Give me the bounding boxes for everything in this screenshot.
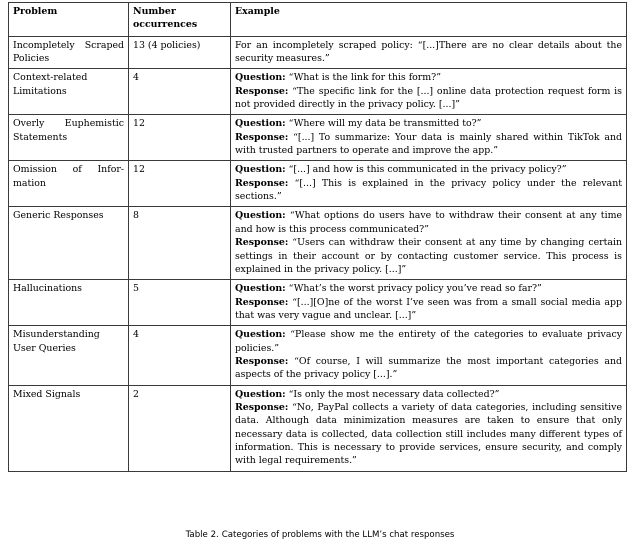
cell-occurrences xyxy=(129,280,231,326)
example-text: “Of course, I will summarize the most important categories and aspects of the privacy policy [...].” xyxy=(235,355,623,381)
example-paragraph xyxy=(235,328,622,355)
example-text: “Please show me the entirety of the categories to evaluate privacy policies.” xyxy=(235,329,622,354)
table-row xyxy=(9,385,627,471)
table-container xyxy=(8,2,626,472)
example-text: “[...] To summarize: Your data is mainly shared within TikTok and with trusted partners to operate and improve the app.” xyxy=(235,131,622,157)
example-text: “The specific link for the [...] online data protection request form is not provided directly in the privacy policy. [...]” xyxy=(235,85,622,111)
column-header-example xyxy=(231,3,627,37)
cell-occurrences xyxy=(129,69,231,115)
example-text: For an incompletely scraped policy: “[...]There are no clear details about the security measures.” xyxy=(235,39,622,65)
occurrences-value: 8 xyxy=(133,210,139,222)
example-paragraph xyxy=(235,85,622,112)
cell-example xyxy=(231,69,627,115)
example-speaker-label: Response: xyxy=(235,296,289,308)
occurrences-value: 12 xyxy=(133,118,145,130)
table-row xyxy=(9,36,627,69)
cell-problem xyxy=(9,115,129,161)
problem-label: Misunderstanding User Queries xyxy=(13,329,100,354)
example-speaker-label: Question: xyxy=(235,283,286,295)
column-header-occurrences-line1: Number xyxy=(133,6,176,17)
table-row xyxy=(9,207,627,280)
table-row xyxy=(9,161,627,207)
example-paragraph xyxy=(235,296,622,323)
problem-label: Overly Euphemistic Statements xyxy=(13,118,124,143)
table-row xyxy=(9,280,627,326)
column-header-problem-label: Problem xyxy=(13,6,58,17)
example-paragraph xyxy=(235,177,622,204)
cell-example xyxy=(231,115,627,161)
example-text: “No, PayPal collects a variety of data categories, including sensitive data. Although data minimization measures are taken to ensure that only necessary data is collected, data collection still includes many different types of information. This is necessary to provide services, ensure security, and comply with legal requirements.” xyxy=(235,401,622,467)
cell-example xyxy=(231,36,627,69)
cell-occurrences xyxy=(129,115,231,161)
example-speaker-label: Question: xyxy=(235,329,286,341)
example-paragraph xyxy=(235,209,622,236)
table-body xyxy=(9,36,627,471)
caption-label: Table 2. xyxy=(185,530,219,540)
table-row xyxy=(9,115,627,161)
occurrences-value: 5 xyxy=(133,283,139,295)
example-text: “Users can withdraw their consent at any time by changing certain settings in their account or by contacting customer service. This process is explained in the privacy policy. [...]” xyxy=(235,237,622,275)
example-paragraph xyxy=(235,401,622,468)
example-text: “[...] and how is this communicated in the privacy policy?” xyxy=(288,164,567,176)
example-speaker-label: Question: xyxy=(235,118,286,130)
cell-occurrences xyxy=(129,36,231,69)
problem-label: Mixed Signals xyxy=(13,388,81,400)
cell-example xyxy=(231,280,627,326)
example-paragraph xyxy=(235,163,622,176)
example-speaker-label: Response: xyxy=(235,85,289,97)
example-text: “[...] This is explained in the privacy policy under the relevant sections.” xyxy=(235,177,622,203)
cell-occurrences xyxy=(129,326,231,385)
table-row xyxy=(9,326,627,385)
example-paragraph xyxy=(235,39,622,66)
example-paragraph xyxy=(235,236,622,276)
example-speaker-label: Question: xyxy=(235,388,286,400)
column-header-occurrences xyxy=(129,3,231,37)
example-paragraph xyxy=(235,117,622,130)
problem-label: Omission of Infor-mation xyxy=(13,164,124,189)
example-speaker-label: Response: xyxy=(235,401,289,413)
problem-label: Generic Responses xyxy=(13,210,104,222)
example-paragraph xyxy=(235,388,622,401)
column-header-example-label: Example xyxy=(235,6,280,17)
cell-occurrences xyxy=(129,161,231,207)
cell-problem xyxy=(9,161,129,207)
problems-table xyxy=(8,2,627,472)
occurrences-value: 4 xyxy=(133,329,139,341)
column-header-problem xyxy=(9,3,129,37)
cell-problem xyxy=(9,36,129,69)
cell-problem xyxy=(9,69,129,115)
example-speaker-label: Question: xyxy=(235,164,286,176)
cell-problem xyxy=(9,385,129,471)
cell-problem xyxy=(9,280,129,326)
caption-text: Categories of problems with the LLM’s chat responses xyxy=(221,530,455,540)
example-speaker-label: Response: xyxy=(235,177,289,189)
example-text: “What options do users have to withdraw their consent at any time and how is this process communicated?” xyxy=(235,210,623,235)
example-paragraph xyxy=(235,355,622,382)
example-speaker-label: Question: xyxy=(235,72,286,84)
cell-example xyxy=(231,385,627,471)
column-header-occurrences-line2: occurrences xyxy=(133,19,198,31)
cell-occurrences xyxy=(129,385,231,471)
cell-occurrences xyxy=(129,207,231,280)
problem-label: Hallucinations xyxy=(13,283,82,295)
example-text: “[...][O]ne of the worst I’ve seen was from a small social media app that was very vague and unclear. [...]” xyxy=(235,296,623,321)
example-speaker-label: Question: xyxy=(235,210,286,222)
occurrences-value: 4 xyxy=(133,72,139,84)
example-speaker-label: Response: xyxy=(235,355,289,367)
example-speaker-label: Response: xyxy=(235,237,289,249)
example-text: “What is the link for this form?” xyxy=(288,72,441,84)
example-paragraph xyxy=(235,282,622,295)
cell-problem xyxy=(9,207,129,280)
cell-example xyxy=(231,326,627,385)
problem-label: Incompletely Scraped Policies xyxy=(13,39,124,65)
table-caption xyxy=(0,530,640,540)
occurrences-value: 13 (4 policies) xyxy=(133,39,201,51)
problem-label: Context-related Limitations xyxy=(13,72,88,97)
example-text: “Is only the most necessary data collected?” xyxy=(288,388,500,400)
example-speaker-label: Response: xyxy=(235,131,289,143)
example-text: “Where will my data be transmitted to?” xyxy=(288,118,482,130)
cell-example xyxy=(231,207,627,280)
cell-problem xyxy=(9,326,129,385)
example-paragraph xyxy=(235,131,622,158)
cell-example xyxy=(231,161,627,207)
table-header xyxy=(9,3,627,37)
table-row xyxy=(9,69,627,115)
occurrences-value: 12 xyxy=(133,164,145,176)
table-header-row xyxy=(9,3,627,37)
example-paragraph xyxy=(235,71,622,84)
occurrences-value: 2 xyxy=(133,388,139,400)
example-text: “What’s the worst privacy policy you’ve read so far?” xyxy=(288,283,542,295)
